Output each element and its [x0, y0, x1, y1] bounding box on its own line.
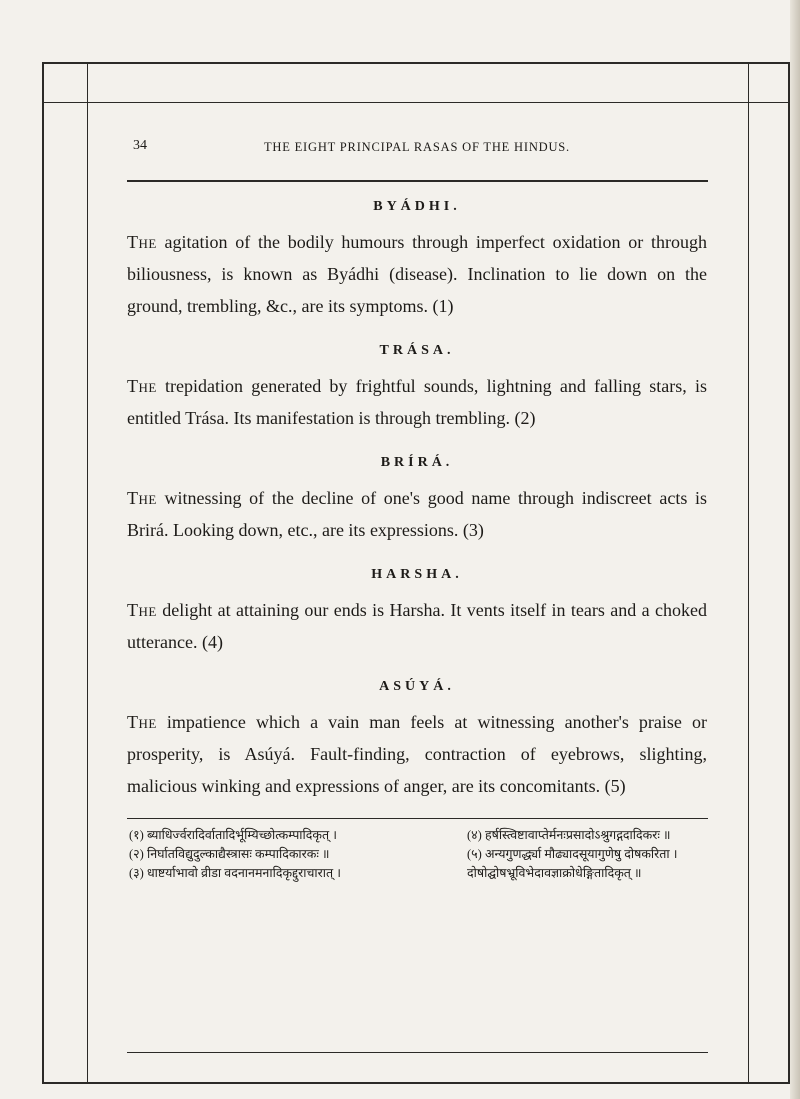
running-head: THE EIGHT PRINCIPAL RASAS OF THE HINDUS.: [264, 140, 570, 154]
footnotes-left-column: [129, 826, 429, 883]
section-heading: BRÍRÁ.: [380, 455, 454, 470]
section-trasa: [127, 340, 707, 434]
lead-word: The: [127, 376, 157, 396]
paragraph-text: delight at attaining our ends is Harsha. It vents itself in tears and a choked utterance. (4): [127, 600, 707, 652]
section-asuya: [127, 676, 707, 802]
frame-inner-right-rule: [748, 62, 749, 1084]
footnote-line: (२) निर्घातविद्युदुल्काद्यैस्त्रासः कम्पादिकारकः ॥: [129, 847, 330, 861]
frame-bottom-rule: [42, 1082, 790, 1084]
section-paragraph: [127, 370, 707, 434]
section-paragraph: [127, 594, 707, 658]
paragraph-text: trepidation generated by frightful sounds, lightning and falling stars, is entitled Trása. Its manifestation is through trembling. (2): [127, 376, 707, 428]
paragraph-text: impatience which a vain man feels at witnessing another's praise or prosperity, is Asúyá. Fault-finding, contraction of eyebrows, slighting, malicious winking and expressions of anger, are its concomitants. (5): [127, 712, 707, 796]
bottom-rule: [127, 1052, 708, 1053]
section-heading: HARSHA.: [371, 567, 463, 582]
frame-inner-left-rule: [87, 62, 88, 1084]
footnote-line: (४) हर्षस्त्विष्टावाप्तेर्मनःप्रसादोऽश्रुगद्गदादिकरः ॥: [467, 828, 671, 842]
page-body: [127, 196, 707, 802]
footnotes-right-column: [467, 826, 707, 883]
frame-top-rule: [42, 62, 790, 64]
section-heading: ASÚYÁ.: [379, 679, 455, 694]
frame-inner-top-rule: [42, 102, 790, 103]
lead-word: The: [127, 712, 157, 732]
page-number: 34: [133, 138, 147, 153]
footnote-line: (१) ब्याधिर्ज्वरादिर्वातादिर्भूम्यिच्छोत्कम्पादिकृत् ।: [129, 828, 338, 842]
section-paragraph: [127, 226, 707, 322]
footnote-line: (५) अन्यगुणर्द्ध्या मौढ्यादसूयागुणेषु दोषकरिता ।: [467, 847, 678, 861]
lead-word: The: [127, 232, 157, 252]
frame-left-rule: [42, 62, 44, 1084]
section-brira: [127, 452, 707, 546]
footnotes: [127, 826, 707, 886]
paragraph-text: witnessing of the decline of one's good name through indiscreet acts is Brirá. Looking down, etc., are its expressions. (3): [127, 488, 707, 540]
section-byadhi: [127, 196, 707, 322]
lead-word: The: [127, 488, 157, 508]
lead-word: The: [127, 600, 157, 620]
header-rule: [127, 180, 708, 182]
section-heading: TRÁSA.: [379, 343, 455, 358]
footnote-line: दोषोद्घोषभ्रूविभेदावज्ञाक्रोधेङ्गितादिकृत् ॥: [467, 866, 642, 880]
page-header: [127, 138, 707, 162]
section-heading: BYÁDHI.: [373, 199, 461, 214]
section-harsha: [127, 564, 707, 658]
paragraph-text: agitation of the bodily humours through imperfect oxidation or through biliousness, is known as Byádhi (disease). Inclination to lie down on the ground, trembling, &c., are its symptoms. (1): [127, 232, 707, 316]
page-edge-shadow: [790, 0, 800, 1099]
footnote-rule: [127, 818, 708, 819]
footnote-line: (३) धाष्टर्याभावो व्रीडा वदनानमनादिकृद्दुराचारात् ।: [129, 866, 341, 880]
section-paragraph: [127, 706, 707, 802]
section-paragraph: [127, 482, 707, 546]
